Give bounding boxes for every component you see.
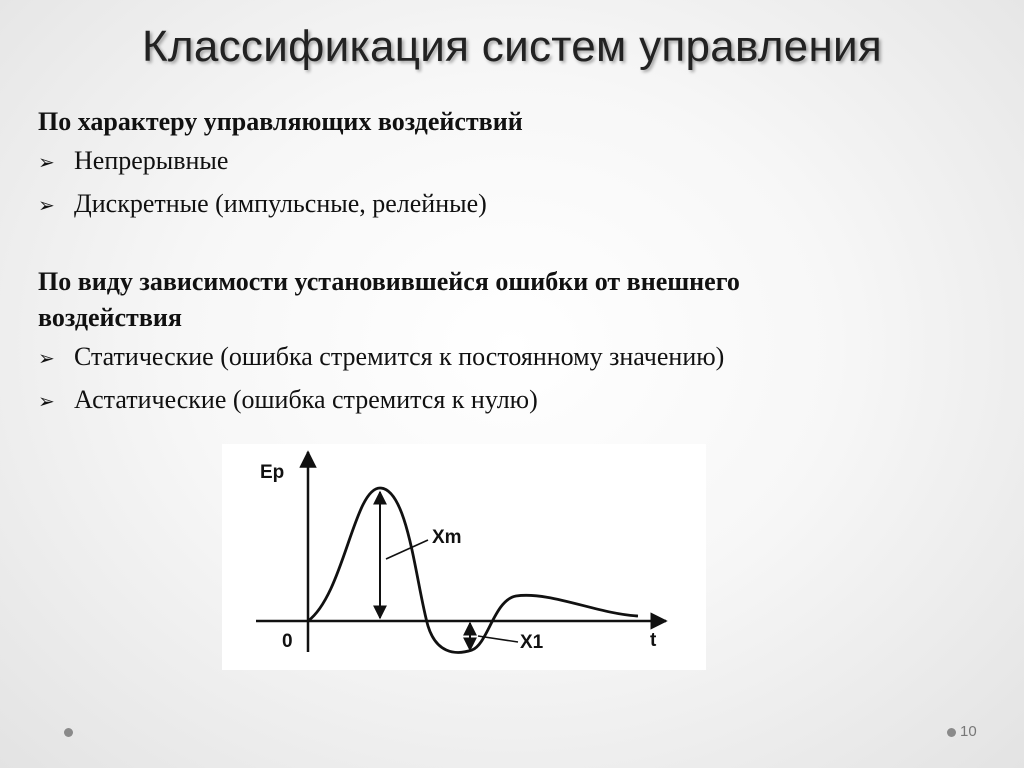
right-decor-dot	[947, 728, 956, 737]
list-item-text: Статические (ошибка стремится к постоянному значению)	[74, 342, 725, 371]
arrow-bullet-icon: ➢	[38, 150, 55, 174]
slide-body	[38, 104, 988, 422]
list-item-text: Непрерывные	[74, 146, 229, 175]
peak-label-leader	[386, 540, 428, 559]
arrow-bullet-icon: ➢	[38, 346, 55, 370]
undershoot-amplitude-label: X1	[520, 632, 544, 653]
y-axis-label: Ep	[260, 462, 285, 483]
arrow-bullet-icon: ➢	[38, 389, 55, 413]
list-item	[38, 336, 988, 379]
list-item	[38, 183, 988, 226]
x-axis-label: t	[650, 630, 657, 651]
section-heading-control-action: По характеру управляющих воздействий	[38, 107, 523, 136]
list-item-text: Дискретные (импульсные, релейные)	[74, 189, 487, 218]
section-heading-line: воздействия	[38, 303, 182, 332]
section-heading-line: По виду зависимости установившейся ошибки от внешнего	[38, 267, 740, 296]
list-item	[38, 379, 988, 422]
origin-label: 0	[282, 631, 293, 652]
peak-amplitude-label: Xm	[432, 527, 462, 548]
section-heading-error-dependency	[38, 264, 988, 336]
left-decor-dot	[64, 728, 73, 737]
slide-title: Классификация систем управления	[141, 22, 883, 71]
response-curve	[308, 488, 638, 652]
transient-response-diagram	[222, 444, 706, 670]
page-number: 10	[960, 723, 977, 740]
list-item	[38, 140, 988, 183]
transient-response-figure	[222, 444, 706, 670]
arrow-bullet-icon: ➢	[38, 193, 55, 217]
list-item-text: Астатические (ошибка стремится к нулю)	[74, 385, 538, 414]
